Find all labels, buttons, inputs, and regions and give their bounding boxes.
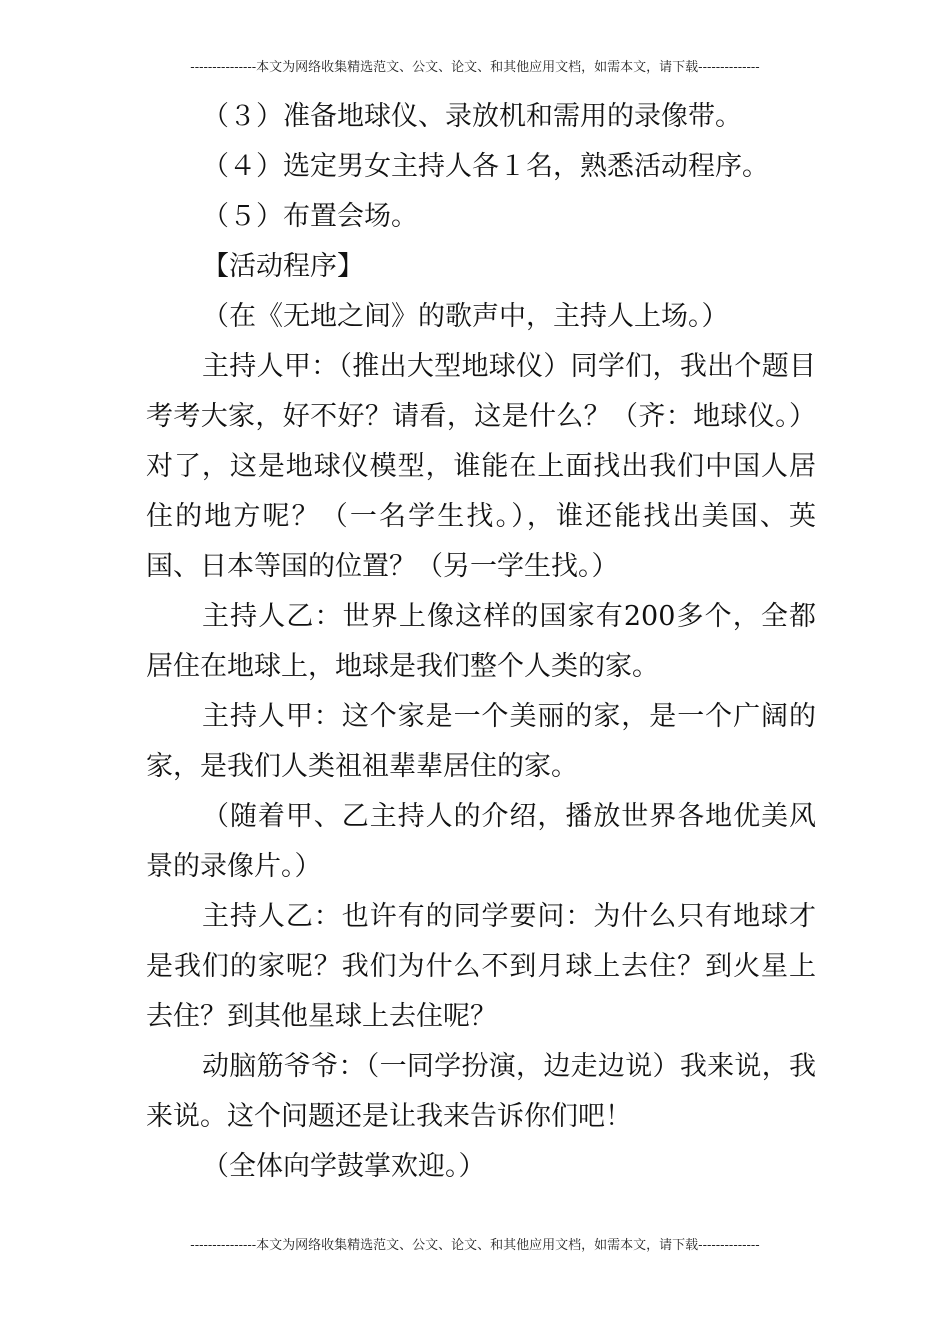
footer-banner: ---------------本文为网络收集精选范文、公文、论文、和其他应用文档，如需本文，请下载-------------- bbox=[190, 1238, 760, 1253]
document-body bbox=[146, 92, 816, 1192]
paragraph-host-b-question: 主持人乙：也许有的同学要问：为什么只有地球才是我们的家呢？我们为什么不到月球上去住？到火星上去住？到其他星球上去住呢？ bbox=[146, 901, 816, 1032]
paragraph-host-a-globe: 主持人甲：（推出大型地球仪）同学们，我出个题目考考大家，好不好？请看，这是什么？（齐：地球仪。）对了，这是地球仪模型，谁能在上面找出我们中国人居住的地方呢？（一名学生找。），谁还能找出美国、英国、日本等国的位置？（另一学生找。） bbox=[146, 351, 816, 582]
paragraph-prep-3: （３）准备地球仪、录放机和需用的录像带。 bbox=[202, 101, 742, 132]
paragraph-stage-direction-entrance: （在《无地之间》的歌声中，主持人上场。） bbox=[202, 301, 729, 332]
paragraph-stage-direction-applause: （全体向学鼓掌欢迎。） bbox=[202, 1151, 486, 1182]
paragraph-host-b-countries: 主持人乙：世界上像这样的国家有200多个，全都居住在地球上，地球是我们整个人类的家。 bbox=[146, 601, 816, 682]
paragraph-prep-4: （４）选定男女主持人各１名，熟悉活动程序。 bbox=[202, 151, 769, 182]
section-heading-procedure: 【活动程序】 bbox=[202, 251, 364, 282]
paragraph-grandpa-answer: 动脑筋爷爷：（一同学扮演，边走边说）我来说，我来说。这个问题还是让我来告诉你们吧！ bbox=[146, 1051, 816, 1132]
paragraph-prep-5: （５）布置会场。 bbox=[202, 201, 418, 232]
header-banner: ---------------本文为网络收集精选范文、公文、论文、和其他应用文档，如需本文，请下载-------------- bbox=[190, 60, 760, 75]
paragraph-stage-direction-video: （随着甲、乙主持人的介绍，播放世界各地优美风景的录像片。） bbox=[146, 801, 816, 882]
paragraph-host-a-home: 主持人甲：这个家是一个美丽的家，是一个广阔的家，是我们人类祖祖辈辈居住的家。 bbox=[146, 701, 816, 782]
